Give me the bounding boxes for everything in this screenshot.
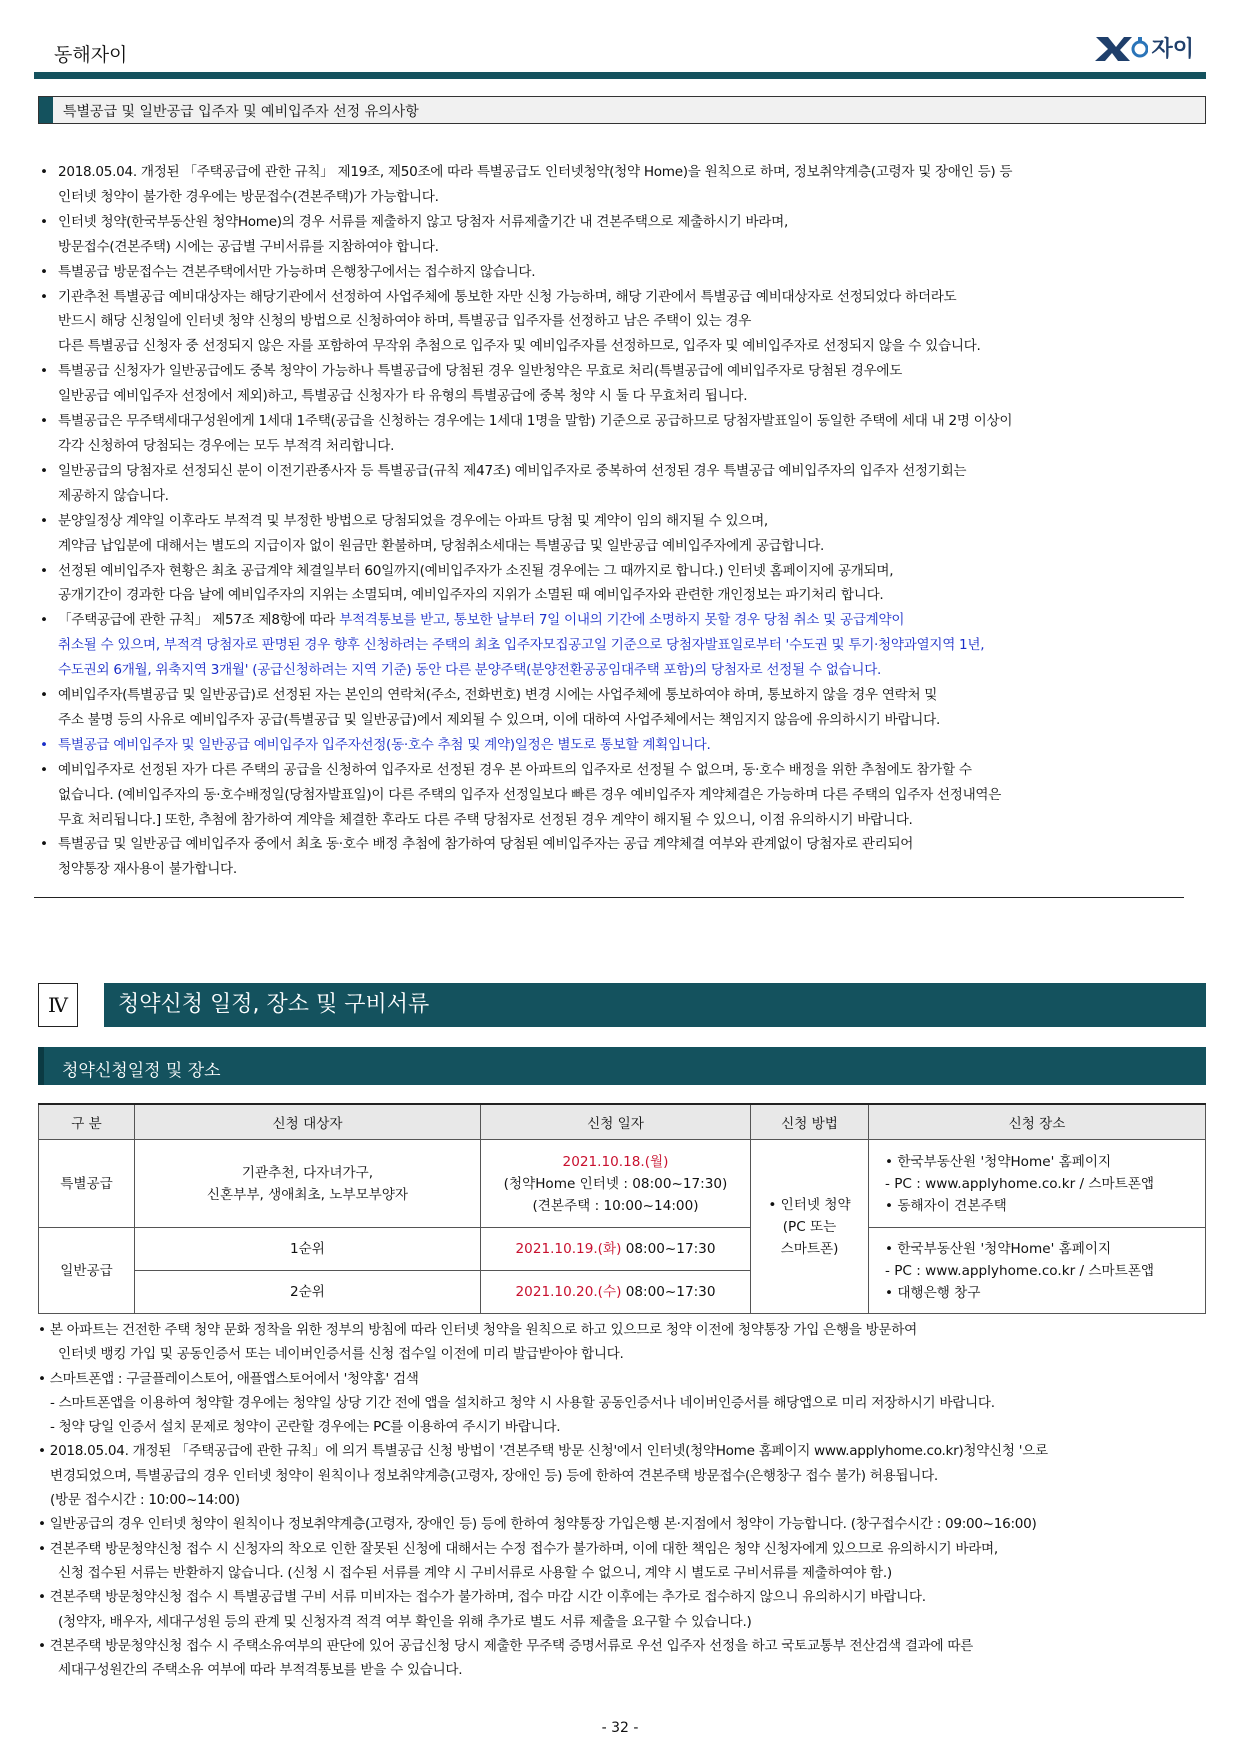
table-header-cell: 신청 장소 bbox=[869, 1104, 1206, 1140]
bullet-line: 특별공급 예비입주자 및 일반공급 예비입주자 입주자선정(동·호수 추첨 및 계약)일정은 별도로 통보할 계획입니다. bbox=[58, 736, 711, 753]
bullet-dot: • bbox=[40, 413, 48, 430]
date-cell: 2021.10.20.(수) 08:00~17:30 bbox=[481, 1271, 751, 1314]
bullet-dot: • bbox=[40, 263, 48, 280]
date-cell: 2021.10.19.(화) 08:00~17:30 bbox=[481, 1228, 751, 1271]
list-item bbox=[38, 683, 1210, 733]
bullet-dot: • bbox=[40, 512, 48, 529]
bullet-line: 제공하지 않습니다. bbox=[58, 487, 169, 504]
bullet-line: 특별공급은 무주택세대구성원에게 1세대 1주택(공급을 신청하는 경우에는 1세대 1명을 말함) 기준으로 공급하므로 당첨자발표일이 동일한 주택에 세대 내 2명 이상이 bbox=[58, 413, 1013, 430]
project-name: 동해자이 bbox=[54, 44, 128, 66]
list-item bbox=[38, 210, 1210, 260]
xi-logo bbox=[1094, 32, 1194, 63]
bullet-line: 무효 처리됩니다.] 또한, 추첨에 참가하여 계약을 체결한 후라도 다른 주택 당첨자로 선정된 경우 계약이 해지될 수 있으니, 이점 유의하시기 바랍니다. bbox=[58, 811, 913, 828]
header-rule bbox=[34, 72, 1206, 79]
bullet-dot: • bbox=[40, 462, 48, 479]
table-header-cell: 신청 대상자 bbox=[135, 1104, 481, 1140]
bullet-line: 인터넷 청약(한국부동산원 청약Home)의 경우 서류를 제출하지 않고 당첨자 서류제출기간 내 견본주택으로 제출하시기 바라며, bbox=[58, 213, 788, 230]
bullet-line: 주소 불명 등의 사유로 예비입주자 공급(특별공급 및 일반공급)에서 제외될 수 있으며, 이에 대하여 사업주체에서는 책임지지 않음에 유의하시기 바랍니다. bbox=[58, 711, 940, 728]
method-cell: • 인터넷 청약 (PC 또는 스마트폰) bbox=[751, 1140, 869, 1314]
bullet-line: 다른 특별공급 신청자 중 선정되지 않은 자를 포함하여 무작위 추첨으로 입주자 및 예비입주자를 선정하므로, 입주자 및 예비입주자로 선정되지 않을 수 있습니다. bbox=[58, 338, 981, 355]
note-line: • 일반공급의 경우 인터넷 청약이 원칙이나 정보취약계층(고령자, 장애인 등) 등에 한하여 청약통장 가입은행 본·지점에서 청약이 가능합니다. (창구접수시간 : 09:00~16:00) bbox=[38, 1516, 1037, 1533]
xi-logo-icon bbox=[1094, 33, 1148, 63]
bullet-line: 수도권외 6개월, 위축지역 3개월' (공급신청하려는 지역 기준) 동안 다른 분양주택(분양전환공공임대주택 포함)의 당첨자로 선정될 수 없습니다. bbox=[58, 662, 882, 679]
divider bbox=[34, 897, 1184, 898]
list-item bbox=[38, 285, 1210, 360]
bullet-line: 방문접수(견본주택) 시에는 공급별 구비서류를 지참하여야 합니다. bbox=[58, 238, 439, 255]
notice-bullet-list bbox=[38, 160, 1210, 882]
bullet-line: 「주택공급에 관한 규칙」 제57조 제8항에 따라 부적격통보를 받고, 통보한 날부터 7일 이내의 기간에 소명하지 못할 경우 당첨 취소 및 공급계약이 bbox=[58, 612, 905, 629]
target-cell: 1순위 bbox=[135, 1228, 481, 1271]
bullet-line: 없습니다. (예비입주자의 동·호수배정일(당첨자발표일)이 다른 주택의 입주자 선정일보다 빠른 경우 예비입주자 계약체결은 가능하며 다른 주택의 입주자 선정내역은 bbox=[58, 786, 1002, 803]
list-item bbox=[38, 832, 1210, 882]
table-header-cell: 신청 일자 bbox=[481, 1104, 751, 1140]
bullet-dot: • bbox=[40, 562, 48, 579]
bullet-dot: • bbox=[40, 164, 48, 180]
page-header bbox=[34, 28, 1206, 68]
bullet-line: 계약금 납입분에 대해서는 별도의 지급이자 없이 원금만 환불하며, 당첨취소세대는 특별공급 및 일반공급 예비입주자에게 공급합니다. bbox=[58, 537, 825, 554]
list-item bbox=[38, 509, 1210, 559]
bullet-line: 특별공급 및 일반공급 예비입주자 중에서 최초 동·호수 배정 추첨에 참가하여 당첨된 예비입주자는 공급 계약체결 여부와 관계없이 당첨자로 관리되어 bbox=[58, 836, 914, 853]
note-line: 세대구성원간의 주택소유 여부에 따라 부적격통보를 받을 수 있습니다. bbox=[58, 1662, 463, 1679]
note-line: • 스마트폰앱 : 구글플레이스토어, 애플앱스토어에서 '청약홈' 검색 bbox=[38, 1370, 419, 1387]
date-cell: 2021.10.18.(월) (청약Home 인터넷 : 08:00~17:30) (견본주택 : 10:00~14:00) bbox=[481, 1140, 751, 1228]
note-line: • 견본주택 방문청약신청 접수 시 신청자의 착오로 인한 잘못된 신청에 대해서는 수정 접수가 불가하며, 이에 대한 책임은 청약 신청자에게 있으므로 유의하시기 바라며, bbox=[38, 1540, 998, 1557]
schedule-notes bbox=[38, 1318, 1210, 1682]
bullet-line: 예비입주자로 선정된 자가 다른 주택의 공급을 신청하여 입주자로 선정된 경우 본 아파트의 입주자로 선정될 수 없으며, 동·호수 배정을 위한 추첨에도 참가할 수 bbox=[58, 761, 972, 778]
schedule-table bbox=[38, 1103, 1206, 1314]
schedule-subheading bbox=[38, 1047, 1206, 1085]
bullet-line: 청약통장 재사용이 불가합니다. bbox=[58, 861, 237, 878]
bullet-line: 일반공급의 당첨자로 선정되신 분이 이전기관종사자 등 특별공급(규칙 제47조) 예비입주자로 중복하여 선정된 경우 특별공급 예비입주자의 입주자 선정기회는 bbox=[58, 462, 967, 479]
target-cell: 기관추천, 다자녀가구, 신혼부부, 생애최초, 노부모부양자 bbox=[135, 1140, 481, 1228]
bullet-line: 취소될 수 있으며, 부적격 당첨자로 판명된 경우 향후 신청하려는 주택의 최초 입주자모집공고일 기준으로 당첨자발표일로부터 '수도권 및 투기·청약과열지역 1년, bbox=[58, 637, 985, 654]
note-line: • 본 아파트는 건전한 주택 청약 문화 정착을 위한 정부의 방침에 따라 인터넷 청약을 원칙으로 하고 있으므로 청약 이전에 청약통장 가입 은행을 방문하여 bbox=[38, 1322, 917, 1338]
note-line: (청약자, 배우자, 세대구성원 등의 관계 및 신청자격 적격 여부 확인을 위해 추가로 별도 서류 제출을 요구할 수 있습니다.) bbox=[58, 1613, 752, 1630]
section-number: Ⅳ bbox=[38, 983, 78, 1027]
list-item bbox=[38, 559, 1210, 609]
note-line: - 청약 당일 인증서 설치 문제로 청약이 곤란할 경우에는 PC를 이용하여 주시기 바랍니다. bbox=[50, 1419, 561, 1436]
bullet-line: 일반공급 예비입주자 선정에서 제외)하고, 특별공급 신청자가 타 유형의 특별공급에 중복 청약 시 둘 다 무효처리 됩니다. bbox=[58, 388, 748, 405]
category-cell: 일반공급 bbox=[39, 1228, 135, 1314]
table-row bbox=[39, 1228, 1206, 1271]
bullet-dot: • bbox=[40, 213, 48, 230]
page-number: - 32 - bbox=[601, 1720, 639, 1736]
list-item bbox=[38, 608, 1210, 683]
section-subheading-text: 특별공급 및 일반공급 입주자 및 예비입주자 선정 유의사항 bbox=[63, 104, 419, 120]
list-item bbox=[38, 459, 1210, 509]
bullet-dot: • bbox=[40, 836, 48, 853]
logo-text: 자이 bbox=[1151, 37, 1194, 62]
bullet-line: 각각 신청하여 당첨되는 경우에는 모두 부적격 처리합니다. bbox=[58, 437, 395, 454]
schedule-subheading-text: 청약신청일정 및 장소 bbox=[62, 1061, 221, 1081]
bullet-line: 반드시 해당 신청일에 인터넷 청약 신청의 방법으로 신청하여야 하며, 특별공급 입주자를 선정하고 남은 주택이 있는 경우 bbox=[58, 313, 752, 330]
bullet-dot: • bbox=[40, 288, 48, 305]
table-header-row bbox=[39, 1104, 1206, 1140]
note-line: - 스마트폰앱을 이용하여 청약할 경우에는 청약일 상당 기간 전에 앱을 설치하고 청약 시 사용할 공동인증서나 네이버인증서를 해당앱으로 미리 저장하시기 바랍니다. bbox=[50, 1394, 995, 1411]
list-item bbox=[38, 160, 1210, 210]
place-cell: • 한국부동산원 '청약Home' 홈페이지 - PC : www.applyhome.co.kr / 스마트폰앱 • 대행은행 창구 bbox=[869, 1228, 1206, 1314]
bullet-line: 공개기간이 경과한 다음 날에 예비입주자의 지위는 소멸되며, 예비입주자의 지위가 소멸된 때 예비입주자와 관련한 개인정보는 파기처리 합니다. bbox=[58, 587, 884, 604]
bullet-line: 특별공급 방문접수는 견본주택에서만 가능하며 은행창구에서는 접수하지 않습니다. bbox=[58, 263, 536, 280]
target-cell: 2순위 bbox=[135, 1271, 481, 1314]
bullet-dot: • bbox=[40, 612, 48, 629]
list-item bbox=[38, 260, 1210, 285]
bullet-line: 예비입주자(특별공급 및 일반공급)로 선정된 자는 본인의 연락처(주소, 전화번호) 변경 시에는 사업주체에 통보하여야 하며, 통보하지 않을 경우 연락처 및 bbox=[58, 687, 938, 704]
section-heading bbox=[38, 983, 1206, 1027]
place-cell: • 한국부동산원 '청약Home' 홈페이지 - PC : www.applyhome.co.kr / 스마트폰앱 • 동해자이 견본주택 bbox=[869, 1140, 1206, 1228]
list-item bbox=[38, 758, 1210, 833]
list-item bbox=[38, 733, 1210, 758]
note-line: 변경되었으며, 특별공급의 경우 인터넷 청약이 원칙이나 정보취약계층(고령자, 장애인 등) 등에 한하여 견본주택 방문접수(은행창구 접수 불가) 허용됩니다. bbox=[50, 1467, 938, 1484]
note-line: • 2018.05.04. 개정된 「주택공급에 관한 규칙」에 의거 특별공급 신청 방법이 '견본주택 방문 신청'에서 인터넷(청약Home 홈페이지 www.applyhome.co.kr)청약신청 '으로 bbox=[38, 1443, 1048, 1460]
table-row bbox=[39, 1140, 1206, 1228]
category-cell: 특별공급 bbox=[39, 1140, 135, 1228]
table-header-cell: 구 분 bbox=[39, 1104, 135, 1140]
bullet-dot: • bbox=[40, 363, 48, 380]
note-line: 신청 접수된 서류는 반환하지 않습니다. (신청 시 접수된 서류를 계약 시 구비서류로 사용할 수 없으니, 계약 시 별도로 구비서류를 제출하여야 함.) bbox=[58, 1564, 892, 1581]
note-line: (방문 접수시간 : 10:00~14:00) bbox=[50, 1492, 240, 1509]
bullet-dot: • bbox=[40, 761, 48, 778]
note-line: 인터넷 뱅킹 가입 및 공동인증서 또는 네이버인증서를 신청 접수일 이전에 미리 발급받아야 합니다. bbox=[58, 1346, 624, 1363]
bullet-line: 기관추천 특별공급 예비대상자는 해당기관에서 선정하여 사업주체에 통보한 자만 신청 가능하며, 해당 기관에서 특별공급 예비대상자로 선정되었다 하더라도 bbox=[58, 288, 957, 305]
bullet-line: 선정된 예비입주자 현황은 최초 공급계약 체결일부터 60일까지(예비입주자가 소진될 경우에는 그 때까지로 합니다.) 인터넷 홈페이지에 공개되며, bbox=[58, 562, 894, 579]
section-subheading bbox=[38, 96, 1206, 124]
bullet-line: 분양일정상 계약일 이후라도 부적격 및 부정한 방법으로 당첨되었을 경우에는 아파트 당첨 및 계약이 임의 해지될 수 있으며, bbox=[58, 512, 768, 529]
bullet-line: 2018.05.04. 개정된 「주택공급에 관한 규칙」 제19조, 제50조에 따라 특별공급도 인터넷청약(청약 Home)을 원칙으로 하며, 정보취약계층(고령자 및 장애인 등) 등 bbox=[58, 164, 1013, 180]
list-item bbox=[38, 409, 1210, 459]
bullet-line: 특별공급 신청자가 일반공급에도 중복 청약이 가능하나 특별공급에 당첨된 경우 일반청약은 무효로 처리(특별공급에 예비입주자로 당첨된 경우에도 bbox=[58, 363, 903, 380]
table-header-cell: 신청 방법 bbox=[751, 1104, 869, 1140]
section-title: 청약신청 일정, 장소 및 구비서류 bbox=[104, 983, 1206, 1027]
bullet-dot: • bbox=[40, 687, 48, 704]
list-item bbox=[38, 359, 1210, 409]
note-line: • 견본주택 방문청약신청 접수 시 주택소유여부의 판단에 있어 공급신청 당시 제출한 무주택 증명서류로 우선 입주자 선정을 하고 국토교통부 전산검색 결과에 따른 bbox=[38, 1637, 974, 1654]
bullet-line: 인터넷 청약이 불가한 경우에는 방문접수(견본주택)가 가능합니다. bbox=[58, 188, 439, 205]
note-line: • 견본주택 방문청약신청 접수 시 특별공급별 구비 서류 미비자는 접수가 불가하며, 접수 마감 시간 이후에는 추가로 접수하지 않으니 유의하시기 바랍니다. bbox=[38, 1589, 926, 1606]
bullet-dot: • bbox=[40, 736, 48, 753]
